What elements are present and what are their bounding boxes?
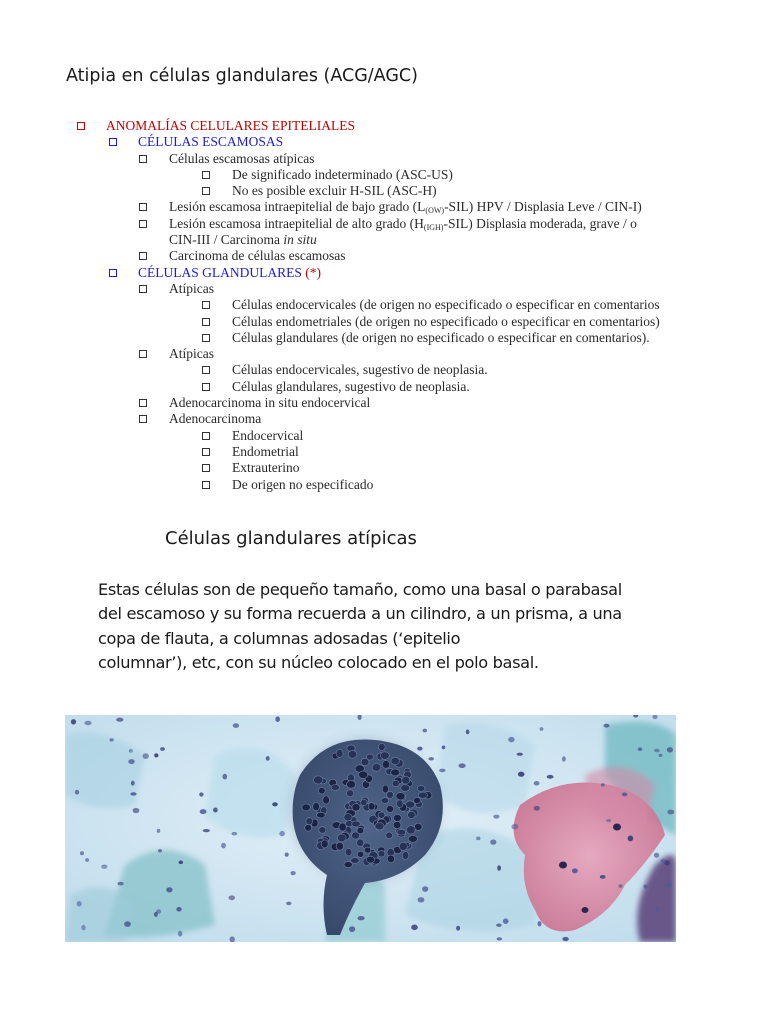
cell-nucleus — [411, 925, 418, 931]
cell-nucleus — [336, 750, 343, 758]
cell-nucleus — [572, 868, 578, 873]
checkbox-icon — [77, 122, 85, 130]
cell-nucleus — [314, 776, 323, 784]
cell-nucleus — [154, 753, 158, 757]
cell-nucleus — [338, 834, 347, 842]
cell-nucleus — [232, 832, 238, 836]
cell-nucleus — [357, 839, 364, 847]
checkbox-icon — [202, 481, 210, 489]
cell-nucleus — [534, 806, 540, 811]
cell-nucleus — [442, 746, 446, 750]
cell-nucleus — [77, 901, 82, 906]
cell-nucleus — [656, 906, 660, 912]
cell-nucleus — [361, 799, 367, 805]
outline-item: Células endocervicales, sugestivo de neoplasia. — [76, 362, 686, 378]
cell-nucleus — [81, 925, 85, 930]
cell-nucleus — [344, 862, 352, 868]
cell-nucleus — [154, 912, 158, 917]
cell-nucleus — [375, 822, 384, 829]
cell-nucleus — [352, 804, 360, 812]
checkbox-icon — [202, 318, 210, 326]
cell-nucleus — [439, 769, 445, 773]
cell-nucleus — [393, 821, 401, 828]
cell-nucleus — [358, 916, 365, 920]
cell-nucleus — [233, 723, 239, 728]
checkbox-icon — [202, 383, 210, 391]
cell-nucleus — [345, 849, 352, 856]
cell-nucleus — [638, 747, 643, 751]
cell-nucleus — [622, 793, 627, 797]
cell-nucleus — [413, 797, 420, 803]
cell-nucleus — [213, 808, 218, 813]
cell-nucleus — [131, 781, 135, 786]
checkbox-icon — [202, 448, 210, 456]
checkbox-icon — [202, 464, 210, 472]
cell-nucleus — [366, 856, 374, 863]
cell-nucleus — [402, 852, 409, 860]
checkbox-icon — [139, 415, 147, 423]
cell-nucleus — [497, 937, 503, 940]
paragraph-line: copa de flauta, a columnas adosadas (‘epitelio — [98, 628, 461, 648]
cell-nucleus — [497, 865, 501, 871]
cell-nucleus — [517, 753, 523, 756]
cell-nucleus — [321, 840, 328, 848]
cell-nucleus — [508, 737, 514, 742]
cell-nucleus — [323, 796, 330, 804]
cell-nucleus — [80, 851, 84, 855]
outline-item: De significado indeterminado (ASC-US) — [76, 167, 686, 183]
cell-nucleus — [387, 855, 394, 863]
cell-nucleus — [358, 771, 367, 778]
cell-nucleus — [84, 721, 91, 726]
cell-nucleus — [178, 931, 182, 937]
cell-nucleus — [176, 907, 181, 912]
cell-nucleus — [331, 785, 339, 791]
cell-nucleus — [110, 738, 114, 741]
cell-nucleus — [75, 790, 79, 795]
cell-nucleus — [518, 772, 525, 777]
cell-nucleus — [378, 744, 385, 751]
cytology-micrograph — [65, 715, 676, 942]
cell-nucleus — [199, 792, 203, 796]
cell-nucleus — [654, 853, 659, 858]
cell-nucleus — [223, 774, 228, 780]
cell-nucleus — [313, 803, 320, 811]
cell-nucleus — [618, 884, 622, 888]
checkbox-icon — [202, 366, 210, 374]
checkbox-icon — [139, 252, 147, 260]
cell-nucleus — [275, 716, 280, 722]
checkbox-icon — [139, 399, 147, 407]
checkbox-icon — [202, 171, 210, 179]
checkbox-icon — [139, 220, 147, 228]
cell-nucleus — [305, 824, 312, 831]
outline-item: Endometrial — [76, 444, 686, 460]
cell-nucleus — [143, 753, 149, 759]
cell-nucleus — [562, 937, 568, 941]
cell-nucleus — [418, 792, 427, 798]
checkbox-icon — [139, 203, 147, 211]
cell-nucleus — [408, 836, 417, 843]
cell-nucleus — [401, 785, 410, 792]
cell-nucleus — [393, 815, 401, 822]
cell-nucleus — [272, 802, 278, 806]
description-paragraph — [98, 578, 622, 675]
checkbox-icon — [109, 269, 117, 277]
cell-nucleus — [166, 887, 172, 892]
cell-nucleus — [133, 808, 140, 813]
cell-nucleus — [129, 749, 133, 753]
cell-nucleus — [399, 842, 407, 850]
cell-nucleus — [667, 747, 673, 752]
outline-item: Células endometriales (de origen no especificado o especificar en comentarios) — [76, 314, 686, 330]
checkbox-icon — [139, 350, 147, 358]
checkbox-icon — [202, 187, 210, 195]
cell-nucleus — [128, 759, 134, 764]
cell-nucleus — [229, 895, 236, 900]
cell-nucleus — [511, 824, 518, 830]
paragraph-line: del escamoso y su forma recuerda a un cilindro, a un prisma, a una — [98, 604, 622, 624]
cell-nucleus — [466, 730, 470, 735]
cell-nucleus — [179, 861, 184, 865]
cell-nucleus — [456, 926, 460, 931]
outline-item: Células escamosas atípicas — [76, 151, 686, 167]
cell-nucleus — [348, 751, 357, 759]
cell-nucleus — [382, 785, 388, 793]
outline-item: Atípicas — [76, 346, 686, 362]
cell-nucleus — [665, 882, 672, 887]
cell-nucleus — [319, 827, 326, 834]
cell-nucleus — [158, 849, 162, 852]
outline-item: Células endocervicales (de origen no especificado o especificar en comentarios — [76, 297, 686, 313]
cell-nucleus — [361, 758, 369, 765]
cell-nucleus — [391, 757, 400, 764]
cell-nucleus — [428, 757, 434, 760]
cell-nucleus — [538, 921, 542, 926]
cell-nucleus — [381, 798, 389, 804]
paragraph-line: columnar’), etc, con su núcleo colocado en el polo basal. — [98, 652, 539, 672]
cell-nucleus — [490, 839, 496, 844]
outline-item-escamosas: CÉLULAS ESCAMOSAS — [76, 134, 686, 150]
outline-item: De origen no especificado — [76, 477, 686, 493]
cell-nucleus — [604, 724, 610, 728]
cell-nucleus — [203, 829, 210, 832]
cell-nucleus — [347, 781, 356, 789]
section-subheading: Células glandulares atípicas — [165, 528, 417, 549]
cell-nucleus — [101, 865, 107, 869]
pink-cell-nucleus — [582, 907, 589, 913]
outline-item-anomalias: ANOMALÍAS CELULARES EPITELIALES — [76, 118, 686, 134]
cell-nucleus — [386, 806, 393, 813]
cell-nucleus — [357, 827, 364, 833]
cell-nucleus — [547, 775, 554, 779]
outline-item-lsil: Lesión escamosa intraepitelial de bajo grado $(L_{(OW)}-SIL)$ HPV / Displasia Leve / CIN-I) — [76, 199, 686, 215]
cell-nucleus — [200, 809, 207, 814]
cell-nucleus — [459, 763, 466, 768]
cell-nucleus — [368, 803, 375, 810]
cell-nucleus — [302, 804, 311, 811]
paragraph-line: Estas células son de pequeño tamaño, como una basal o parabasal — [98, 580, 622, 599]
outline-item-hsil: Lesión escamosa intraepitelial de alto grado $(H_{(IGH)}-SIL)$ Displasia moderada, grave / o — [76, 216, 686, 232]
cell-nucleus — [628, 836, 634, 842]
cell-nucleus — [406, 826, 415, 834]
cell-nucleus — [372, 764, 381, 772]
outline-item-glandulares: CÉLULAS GLANDULARES (*) — [76, 265, 686, 281]
cell-nucleus — [364, 847, 371, 853]
micrograph-image — [65, 715, 676, 942]
cell-nucleus — [397, 800, 404, 808]
outline-item: Adenocarcinoma in situ endocervical — [76, 395, 686, 411]
cell-nucleus — [534, 781, 540, 786]
cell-nucleus — [382, 761, 389, 769]
cell-nucleus — [496, 924, 501, 927]
cell-nucleus — [221, 843, 226, 849]
cell-nucleus — [344, 814, 352, 821]
outline-item: Células glandulares, sugestivo de neoplasia. — [76, 379, 686, 395]
cell-nucleus — [661, 859, 666, 863]
checkbox-icon — [139, 155, 147, 163]
outline-item-hsil-continuation: CIN-III / Carcinoma in situ — [169, 232, 317, 248]
cell-nucleus — [476, 837, 480, 841]
cell-nucleus — [397, 829, 406, 835]
cell-nucleus — [130, 792, 136, 795]
cell-nucleus — [423, 729, 428, 733]
cell-nucleus — [279, 831, 285, 836]
cell-nucleus — [396, 793, 405, 800]
cell-nucleus — [387, 791, 394, 798]
outline-item: Endocervical — [76, 428, 686, 444]
outline-item: Adenocarcinoma — [76, 411, 686, 427]
cell-nucleus — [157, 829, 161, 833]
cell-nucleus — [654, 749, 660, 753]
cell-nucleus — [601, 783, 605, 786]
cell-nucleus — [606, 819, 611, 822]
cell-nucleus — [160, 747, 165, 751]
cell-nucleus — [291, 871, 296, 875]
pink-cell-nucleus — [613, 824, 621, 831]
cell-nucleus — [116, 718, 123, 722]
cell-nucleus — [336, 842, 343, 850]
outline-item: Células glandulares (de origen no especificado o especificar en comentarios). — [76, 330, 686, 346]
page-heading: Atipia en células glandulares (ACG/AGC) — [66, 66, 418, 86]
outline-item: No es posible excluir H-SIL (ASC-H) — [76, 183, 686, 199]
cell-nucleus — [318, 788, 325, 795]
cell-nucleus — [386, 832, 393, 839]
cell-nucleus — [347, 790, 354, 797]
cell-nucleus — [285, 853, 289, 857]
cell-nucleus — [349, 926, 355, 932]
cell-nucleus — [118, 882, 124, 886]
cell-nucleus — [124, 921, 131, 927]
checkbox-icon — [202, 334, 210, 342]
cell-nucleus — [357, 851, 363, 857]
checkbox-icon — [109, 138, 117, 146]
cell-nucleus — [402, 776, 410, 784]
cell-nucleus — [540, 727, 544, 731]
outline-item: Atípicas — [76, 281, 686, 297]
cell-nucleus — [408, 811, 416, 818]
cell-nucleus — [306, 818, 313, 825]
cell-nucleus — [493, 815, 499, 819]
checkbox-icon — [139, 285, 147, 293]
outline-item: Carcinoma de células escamosas — [76, 248, 686, 264]
cell-nucleus — [286, 902, 291, 906]
pink-cell-nucleus — [559, 862, 567, 869]
cell-nucleus — [391, 769, 400, 776]
cell-nucleus — [422, 886, 428, 892]
cell-nucleus — [562, 756, 566, 761]
cell-nucleus — [378, 851, 385, 857]
cell-nucleus — [417, 747, 422, 751]
cell-nucleus — [392, 780, 399, 786]
cell-nucleus — [418, 897, 425, 902]
cell-nucleus — [644, 885, 648, 889]
cell-nucleus — [71, 719, 76, 724]
cell-nucleus — [667, 810, 674, 815]
cell-nucleus — [266, 756, 270, 761]
cell-nucleus — [85, 858, 89, 862]
bethesda-outline — [76, 118, 686, 493]
checkbox-icon — [202, 432, 210, 440]
cell-nucleus — [317, 812, 326, 818]
cell-nucleus — [600, 875, 606, 879]
checkbox-icon — [202, 301, 210, 309]
cell-nucleus — [417, 786, 425, 792]
outline-item: Extrauterino — [76, 460, 686, 476]
cell-nucleus — [659, 754, 663, 757]
cell-nucleus — [503, 918, 509, 924]
cell-nucleus — [380, 752, 389, 760]
